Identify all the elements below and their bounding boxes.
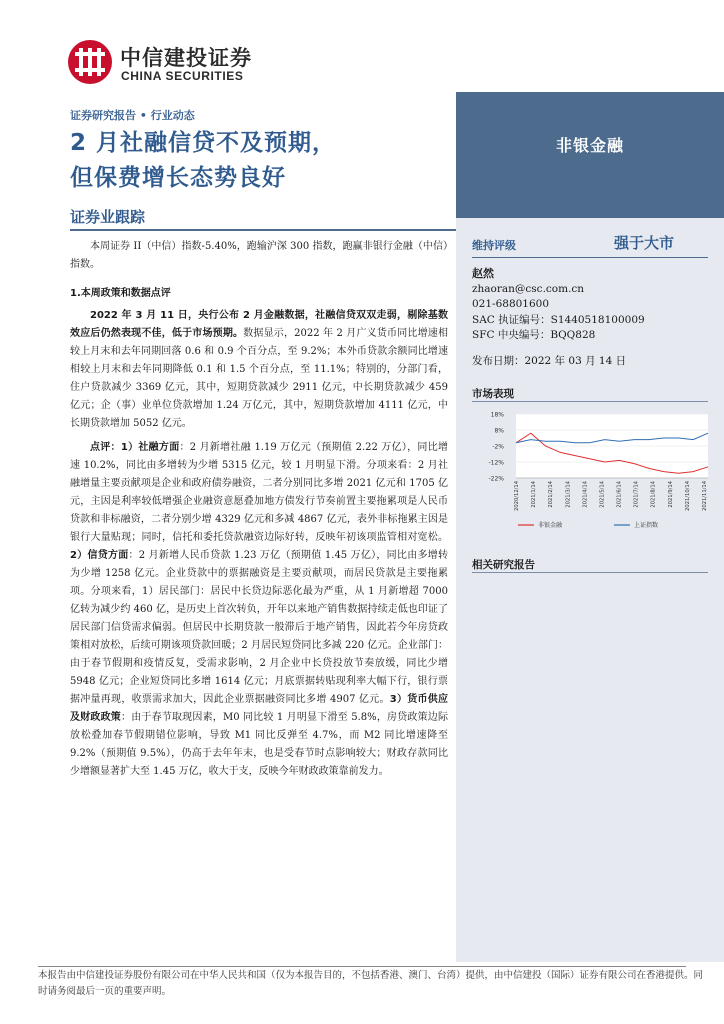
chart-x-tick: 2021/7/14 [633,481,640,508]
chart-y-tick: 18% [490,411,504,419]
analyst-sfc: SFC 中央编号：BQQ828 [472,329,596,341]
comment-money-head: 3）货币供应及财政政策 [70,694,448,723]
chart-x-tick: 2021/6/14 [616,481,623,508]
chart-x-tick: 2021/2/14 [548,481,555,508]
company-name-cn: 中信建投证券 [120,46,252,70]
sector-banner [456,92,724,218]
footer-disclaimer: 本报告由中信建投证券股份有限公司在中华人民共和国（仅为本报告目的，不包括香港、澳门、台湾）提供，由中信建投（国际）证券有限公司在香港提供。同时请务阅最后一页的重要声明。 [38,970,704,997]
chart-legend-label: 非银金融 [538,522,563,530]
paragraph-data-text: 数据显示，2022 年 2 月广义货币同比增速相较上月末和去年同期回落 0.6 和 0.9 个百分点，至 9.2%；本外币贷款余额同比增速相较上月末和去年同期降低 0.1 和 1.5 个百分点，至 11.1%；特别的，分部门看，住户贷款减少 3369 亿元，其中，短期贷款减少 2911 亿元，中长期贷款减少 459 亿元；企（事）业单位贷款增加 1.24 万亿元，其中，短期贷款增加 4111 亿元，中长期贷款增加 5052 亿元。 [70,328,448,429]
report-body [70,238,448,781]
section-heading: 1.本周政策和数据点评 [70,288,171,299]
market-performance-label: 市场表现 [472,388,514,400]
company-name-en: CHINA SECURITIES [121,69,244,83]
report-type: 证券研究报告 • 行业动态 [70,109,195,122]
chart-x-tick: 2021/11/14 [702,481,708,511]
analyst-name: 赵然 [472,267,494,280]
comment-social-finance-head: 1）社融方面 [120,442,180,453]
company-logo-icon [66,38,114,86]
chart-x-tick: 2021/3/14 [565,481,572,508]
market-performance-divider [472,401,708,402]
comment-credit-text: ：2 月新增人民币贷款 1.23 万亿（预期值 1.45 万亿），同比由多增转为少增 1258 亿元。企业贷款中的票据融资是主要贡献项，而居民贷款是主要拖累项。分项来看，1）居民部门：居民中长贷边际恶化最为严重，从 1 月新增超 7000 亿转为减少约 460 亿，是历史上首次转负，开年以来地产销售数据持续走低也印证了居民部门信贷需求偏弱。但居民中长期贷款一般滞后于地产销售，因此若今年房贷政策相对放松，后续可期该项贷款回暖；2 月居民短贷同比多减 220 亿元。企业部门：由于春节假期和疫情反复，受需求影响，2 月企业中长贷投放节奏放缓，同比少增 5948 亿元；企业短贷同比多增 1614 亿元；月底票据转贴现利率大幅下行，银行票据冲量再现，收票需求加大，因此企业票据融资同比多增 4907 亿元。 [70,550,448,705]
chart-y-tick: -22% [488,475,504,483]
chart-x-tick: 2021/8/14 [650,481,657,508]
rating-divider [472,257,708,258]
chart-y-tick: -2% [492,443,504,451]
analyst-email[interactable]: zhaoran@csc.com.cn [472,282,585,295]
footer-divider [38,966,686,967]
paragraph-comment [70,439,448,781]
report-title-line-1: 2 月社融信贷不及预期， [70,130,337,156]
chart-y-tick: -12% [488,459,504,467]
sector-label: 非银金融 [555,136,624,155]
chart-legend-label: 上证指数 [634,522,659,530]
analyst-phone: 021-68801600 [472,298,550,310]
chart-x-tick: 2021/4/14 [582,481,589,508]
analyst-sac: SAC 执证编号：S1440518100009 [472,313,645,326]
chart-x-tick: 2021/9/14 [667,481,674,508]
report-title [70,126,336,196]
related-reports-divider [472,572,708,573]
market-performance-svg [472,404,712,532]
rating-label: 维持评级 [472,239,516,252]
title-divider [70,229,456,231]
related-reports-label: 相关研究报告 [472,559,535,571]
chart-y-tick: 8% [494,427,504,435]
chart-x-tick: 2021/5/14 [599,481,606,508]
rating-value: 强于大市 [614,234,675,252]
publish-date: 发布日期：2022 年 03 月 14 日 [472,355,627,367]
chart-x-tick: 2021/10/14 [684,481,691,511]
chart-x-tick: 2021/1/14 [531,481,538,508]
paragraph-data-lead: 2022 年 3 月 11 日，央行公布 2 月金融数据，社融信贷双双走弱，剔除基数效应后仍然表现不佳，低于市场预期。 [70,310,448,339]
report-title-line-2: 但保费增长态势良好 [70,165,286,191]
company-logo [66,38,256,88]
comment-credit-head: 2）信贷方面 [70,550,129,561]
chart-x-tick: 2020/12/14 [514,481,520,511]
comment-lead: 点评： [90,442,121,453]
market-performance-chart [472,404,712,532]
analyst-info [472,266,645,344]
paragraph-data [70,307,448,433]
comment-money-text: ：由于春节取现因素，M0 同比较 1 月明显下滑至 5.8%，房贷政策边际放松叠加春节假期错位影响，导致 M1 同比反弹至 4.7%，而 M2 同比增速降至 9.2%（预期值 9.5%），仍高于去年年末，也是受春节时点影响较大；财政存款同比少增额显著扩大至 1.45 万亿，收大于支，反映今年财政政策靠前发力。 [70,712,449,777]
intro-paragraph: 本周证券 II（中信）指数-5.40%，跑输沪深 300 指数，跑赢非银行金融（中信）指数。 [70,241,448,270]
comment-social-finance-text: ：2 月新增社融 1.19 万亿元（预期值 2.22 万亿），同比增速 10.2%，同比由多增转为少增 5315 亿元，较 1 月明显下滑。分项来看：2 月社融增量主要贡献项是企业和政府债券融资，二者分别同比多增 2021 亿元和 1705 亿元，主因是利率较低增强企业融资意愿叠加地方债发行节奏前置主要拖累项是人民币贷款和非标融资，二者分别少增 4329 亿元和多减 4867 亿元，表外非标拖累主因是银行大量贴现；同时，信托和委托贷款融资边际好转，反映年初该项监管相对宽松。 [70,442,448,543]
report-subtitle: 证券业跟踪 [70,208,146,226]
